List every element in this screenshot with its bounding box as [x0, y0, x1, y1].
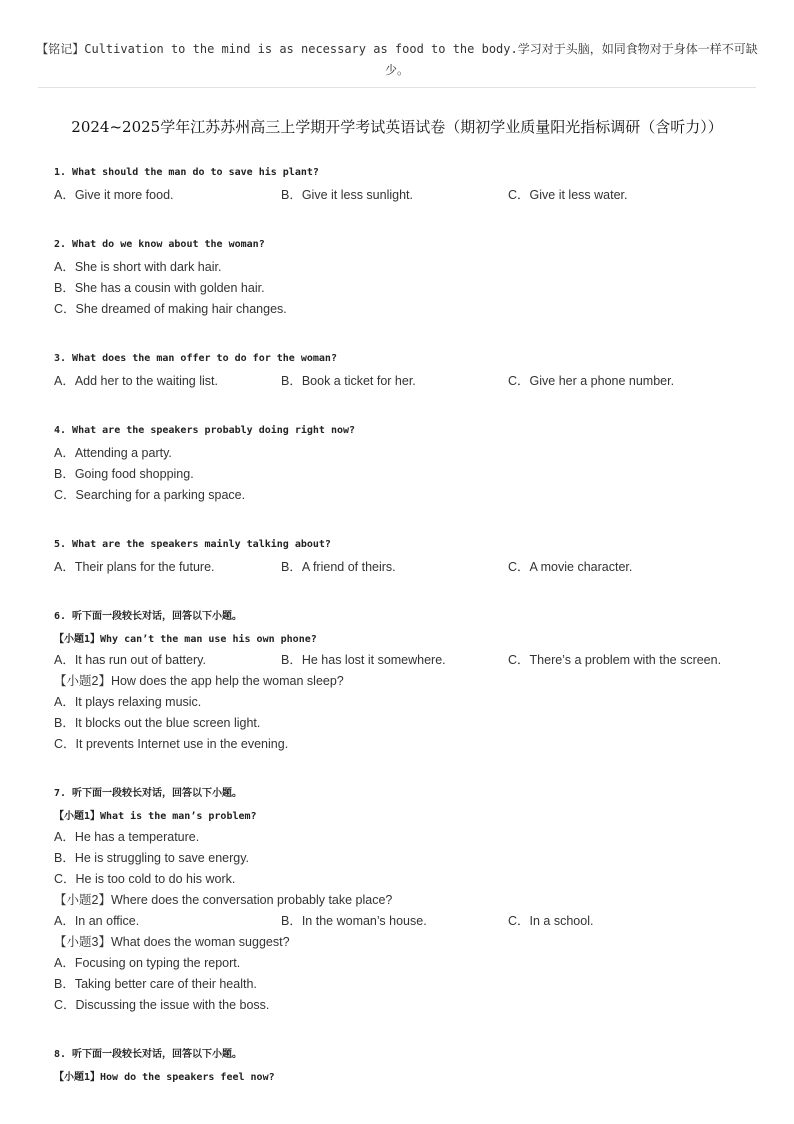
option-c: C．Discussing the issue with the boss.	[54, 998, 270, 1012]
options-row	[54, 557, 766, 578]
option-b: B．He has lost it somewhere.	[281, 653, 446, 667]
header-divider	[38, 87, 756, 88]
option-c: C．It prevents Internet use in the evening.	[54, 737, 289, 751]
sub-question-1: 【小题1】How do the speakers feel now?	[54, 1072, 275, 1083]
option-b: B．Taking better care of their health.	[54, 977, 257, 991]
option-c: C．In a school.	[508, 914, 594, 928]
question-6	[54, 608, 766, 755]
question-list	[54, 164, 766, 1088]
option-c: C．A movie character.	[508, 560, 633, 574]
question-4	[54, 422, 766, 506]
option-a: A．Focusing on typing the report.	[54, 956, 241, 970]
option-a: A．Their plans for the future.	[54, 560, 215, 574]
option-a: A．It has run out of battery.	[54, 653, 206, 667]
question-stem: 4. What are the speakers probably doing right now?	[54, 425, 356, 436]
question-1	[54, 164, 766, 206]
option-a: A．Add her to the waiting list.	[54, 374, 218, 388]
sub-question-2: 【小题2】Where does the conversation probably take place?	[54, 893, 393, 907]
question-stem: 5. What are the speakers mainly talking about?	[54, 539, 331, 550]
motto-banner: 【铭记】Cultivation to the mind is as necessary as food to the body.学习对于头脑，如同食物对于身体一样不可缺少。	[36, 42, 758, 77]
option-a: A．He has a temperature.	[54, 830, 200, 844]
option-b: B．It blocks out the blue screen light.	[54, 716, 261, 730]
question-stem: 7. 听下面一段较长对话，回答以下小题。	[54, 788, 243, 799]
question-5	[54, 536, 766, 578]
options-row	[54, 911, 766, 932]
question-7	[54, 785, 766, 1016]
question-stem: 1. What should the man do to save his plant?	[54, 167, 319, 178]
question-3	[54, 350, 766, 392]
option-b: B．Book a ticket for her.	[281, 374, 416, 388]
option-a: A．She is short with dark hair.	[54, 260, 222, 274]
option-c: C．Give it less water.	[508, 188, 628, 202]
document-title: 2024~2025学年江苏苏州高三上学期开学考试英语试卷（期初学业质量阳光指标调研（含听力））	[71, 118, 723, 136]
question-stem: 2. What do we know about the woman?	[54, 239, 265, 250]
sub-question-1: 【小题1】What is the man’s problem?	[54, 811, 257, 822]
option-b: B．In the woman’s house.	[281, 914, 427, 928]
sub-question-2: 【小题2】How does the app help the woman sleep?	[54, 674, 344, 688]
question-8	[54, 1046, 766, 1088]
options-row	[54, 185, 766, 206]
question-stem: 6. 听下面一段较长对话，回答以下小题。	[54, 611, 243, 622]
option-b: B．Give it less sunlight.	[281, 188, 413, 202]
option-c: C．She dreamed of making hair changes.	[54, 302, 287, 316]
option-c: C．Give her a phone number.	[508, 374, 675, 388]
question-2	[54, 236, 766, 320]
option-b: B．A friend of theirs.	[281, 560, 396, 574]
option-a: A．Give it more food.	[54, 188, 174, 202]
option-b: B．She has a cousin with golden hair.	[54, 281, 265, 295]
option-a: A．It plays relaxing music.	[54, 695, 202, 709]
sub-question-3: 【小题3】What does the woman suggest?	[54, 935, 290, 949]
question-stem: 8. 听下面一段较长对话，回答以下小题。	[54, 1049, 243, 1060]
sub-question-1: 【小题1】Why can’t the man use his own phone?	[54, 634, 317, 645]
option-a: A．In an office.	[54, 914, 140, 928]
question-stem: 3. What does the man offer to do for the woman?	[54, 353, 337, 364]
option-b: B．Going food shopping.	[54, 467, 194, 481]
options-row	[54, 650, 766, 671]
options-row	[54, 371, 766, 392]
option-c: C．There’s a problem with the screen.	[508, 653, 722, 667]
option-c: C．He is too cold to do his work.	[54, 872, 236, 886]
option-b: B．He is struggling to save energy.	[54, 851, 250, 865]
option-c: C．Searching for a parking space.	[54, 488, 246, 502]
option-a: A．Attending a party.	[54, 446, 172, 460]
